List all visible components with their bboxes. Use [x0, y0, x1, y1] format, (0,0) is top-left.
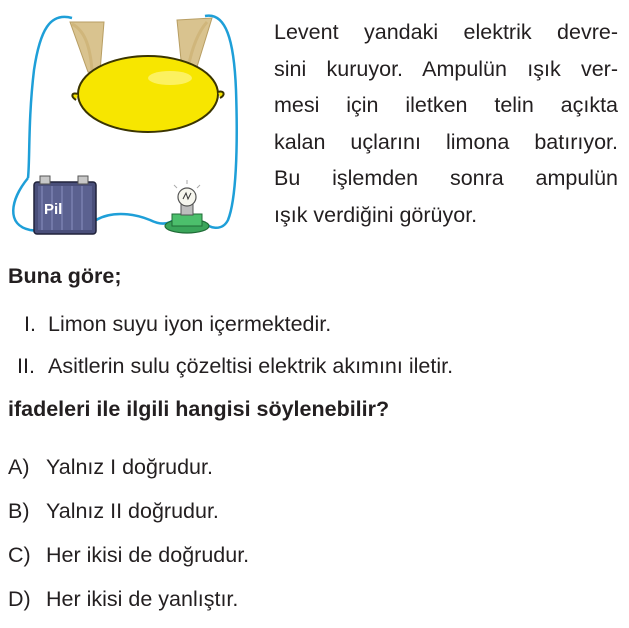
option-d[interactable] [8, 587, 238, 612]
option-text: Her ikisi de yanlıştır. [46, 587, 239, 611]
battery-icon [34, 176, 96, 234]
option-c[interactable] [8, 543, 249, 568]
question-prompt: ifadeleri ile ilgili hangisi söylenebilir? [8, 397, 390, 421]
option-a[interactable] [8, 455, 213, 480]
circuit-diagram [0, 0, 262, 250]
option-letter: C) [8, 543, 31, 567]
circuit-illustration [0, 0, 262, 250]
statement-1 [24, 312, 331, 337]
statement-number: II. [17, 354, 35, 378]
statement-text: Asitlerin sulu çözeltisi elektrik akımını iletir. [48, 354, 454, 378]
question-lead: Buna göre; [8, 264, 122, 288]
option-text: Her ikisi de doğrudur. [46, 543, 250, 567]
bulb-icon [165, 180, 209, 233]
intro-line: Bu işlemden sonra ampulün [274, 166, 618, 191]
option-b[interactable] [8, 499, 219, 524]
option-letter: A) [8, 455, 30, 479]
intro-line: ışık verdiğini görüyor. [274, 202, 478, 227]
intro-line: kalan uçlarını limona batırıyor. [274, 129, 618, 154]
statement-text: Limon suyu iyon içermektedir. [48, 312, 332, 336]
statement-number: I. [24, 312, 36, 336]
electrode-icon [70, 22, 104, 72]
option-text: Yalnız I doğrudur. [46, 455, 213, 479]
battery-label: Pil [44, 201, 63, 218]
option-letter: B) [8, 499, 30, 523]
statement-2 [17, 354, 453, 379]
intro-paragraph [274, 14, 618, 234]
intro-line: sini kuruyor. Ampulün ışık ver- [274, 56, 618, 81]
option-letter: D) [8, 587, 31, 611]
intro-line: Levent yandaki elektrik devre- [274, 20, 618, 44]
intro-line: mesi için iletken telin açıkta [274, 93, 618, 118]
option-text: Yalnız II doğrudur. [46, 499, 219, 523]
